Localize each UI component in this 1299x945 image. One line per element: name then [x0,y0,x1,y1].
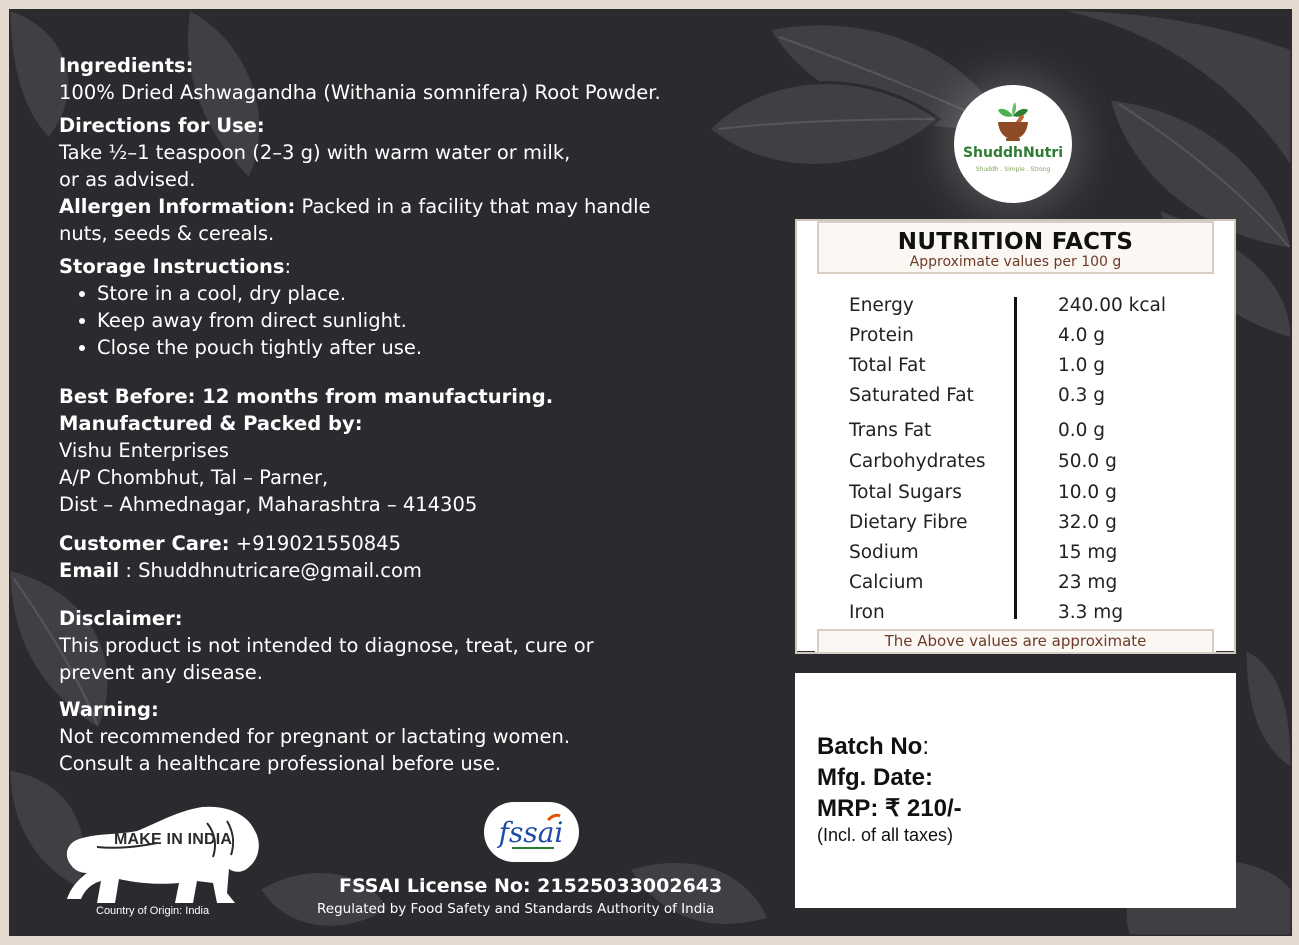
nutrient-value: 32.0 g [1058,512,1117,533]
nutrient-label: Total Fat [849,355,926,376]
nutrient-value: 3.3 mg [1058,602,1124,623]
nutrition-row [797,572,1238,602]
footer-rule-left [797,651,815,652]
nutrient-label: Calcium [849,572,924,593]
logo-brand: ShuddhNutri [962,145,1064,161]
batch-no-colon: : [922,733,930,760]
footer-rule-right [1216,651,1234,652]
directions-line-1: Take ½–1 teaspoon (2–3 g) with warm water or milk, [59,141,571,164]
mfg-date-line [817,764,933,792]
make-in-india-text: MAKE IN INDIA [114,831,233,848]
nutrient-label: Sodium [849,542,919,563]
nutrition-row [797,295,1238,325]
email-address: : Shuddhnutricare@gmail.com [119,559,422,582]
storage-section [59,253,422,361]
allergen-line-1: Packed in a facility that may handle [295,195,651,218]
storage-item: Store in a cool, dry place. [79,280,422,307]
disclaimer-section [59,605,594,686]
nutrition-row [797,385,1238,415]
svg-text:fssai: fssai [498,816,564,849]
nutrition-row [797,512,1238,542]
directions-section [59,112,570,193]
fssai-regulated-by: Regulated by Food Safety and Standards Authority of India [317,901,715,917]
batch-no-line [817,733,929,761]
manufacturer-address-1: A/P Chombhut, Tal – Parner, [59,466,329,489]
nutrient-value: 15 mg [1058,542,1118,563]
disclaimer-line-2: prevent any disease. [59,661,264,684]
allergen-section [59,193,651,247]
nutrition-column-divider [1014,297,1017,619]
manufacturer-heading: Manufactured & Packed by: [59,412,363,435]
fssai-license: FSSAI License No: 21525033002643 [339,875,723,897]
nutrient-label: Energy [849,295,914,316]
logo-tagline: Shuddh . Simple . Strong [975,166,1051,173]
nutrient-value: 50.0 g [1058,451,1117,472]
email-label: Email [59,559,120,582]
ingredients-heading: Ingredients: [59,54,194,77]
nutrient-label: Saturated Fat [849,385,974,406]
contact-section [59,530,422,584]
nutrition-row [797,482,1238,512]
nutrient-label: Trans Fat [849,420,932,441]
incl-taxes-note: (Incl. of all taxes) [817,825,954,845]
nutrition-facts-panel [795,219,1236,654]
customer-care-phone: +919021550845 [229,532,401,555]
ingredients-text: 100% Dried Ashwagandha (Withania somnifera) Root Powder. [59,81,661,104]
warning-line-2: Consult a healthcare professional before use. [59,752,502,775]
mrp-line [817,794,962,823]
manufacturer-name: Vishu Enterprises [59,439,229,462]
directions-heading: Directions for Use: [59,114,265,137]
nutrition-subtitle: Approximate values per 100 g [909,254,1122,270]
nutrient-label: Dietary Fibre [849,512,968,533]
fssai-logo-mark [484,802,579,862]
ingredients-section [59,52,661,106]
nutrient-value: 1.0 g [1058,355,1106,376]
nutrient-label: Iron [849,602,885,623]
storage-item: Close the pouch tightly after use. [79,334,422,361]
nutrition-title: NUTRITION FACTS [897,229,1134,255]
nutrient-value: 10.0 g [1058,482,1117,503]
mfg-date-label: Mfg. Date: [817,764,933,791]
warning-heading: Warning: [59,698,159,721]
fssai-logo [484,802,579,862]
nutrient-label: Total Sugars [849,482,962,503]
storage-item: Keep away from direct sunlight. [79,307,422,334]
nutrition-footer: The Above values are approximate [817,629,1214,654]
nutrient-value: 0.3 g [1058,385,1106,406]
allergen-heading: Allergen Information: [59,195,296,218]
shuddhnutri-logo [954,85,1072,203]
warning-line-1: Not recommended for pregnant or lactating women. [59,725,571,748]
manufacturer-section [59,383,553,518]
customer-care-label: Customer Care: [59,532,230,555]
storage-list [59,280,422,361]
batch-no-label: Batch No [817,733,923,760]
storage-heading: Storage Instructions [59,255,285,278]
label-panel [9,9,1292,936]
nutrition-row [797,602,1238,632]
lion-icon [57,803,263,913]
disclaimer-line-1: This product is not intended to diagnose, treat, cure or [59,634,594,657]
nutrition-row [797,542,1238,572]
storage-colon: : [284,255,292,278]
nutrient-value: 0.0 g [1058,420,1106,441]
batch-info-box [795,673,1236,908]
directions-line-2: or as advised. [59,168,196,191]
nutrition-row [797,420,1238,450]
country-of-origin: Country of Origin: India [96,905,210,917]
best-before: Best Before: 12 months from manufacturing. [59,385,554,408]
warning-section [59,696,570,777]
nutrient-value: 4.0 g [1058,325,1106,346]
manufacturer-address-2: Dist – Ahmednagar, Maharashtra – 414305 [59,493,478,516]
allergen-line-2: nuts, seeds & cereals. [59,222,275,245]
nutrition-row [797,451,1238,481]
nutrient-label: Carbohydrates [849,451,986,472]
nutrient-value: 23 mg [1058,572,1118,593]
disclaimer-heading: Disclaimer: [59,607,183,630]
nutrient-value: 240.00 kcal [1058,295,1166,316]
mrp-label: MRP: ₹ 210/- [817,795,962,822]
nutrient-label: Protein [849,325,914,346]
mortar-pestle-leaf-icon [993,102,1033,142]
nutrition-header [817,221,1214,274]
nutrition-row [797,355,1238,385]
nutrition-row [797,325,1238,355]
